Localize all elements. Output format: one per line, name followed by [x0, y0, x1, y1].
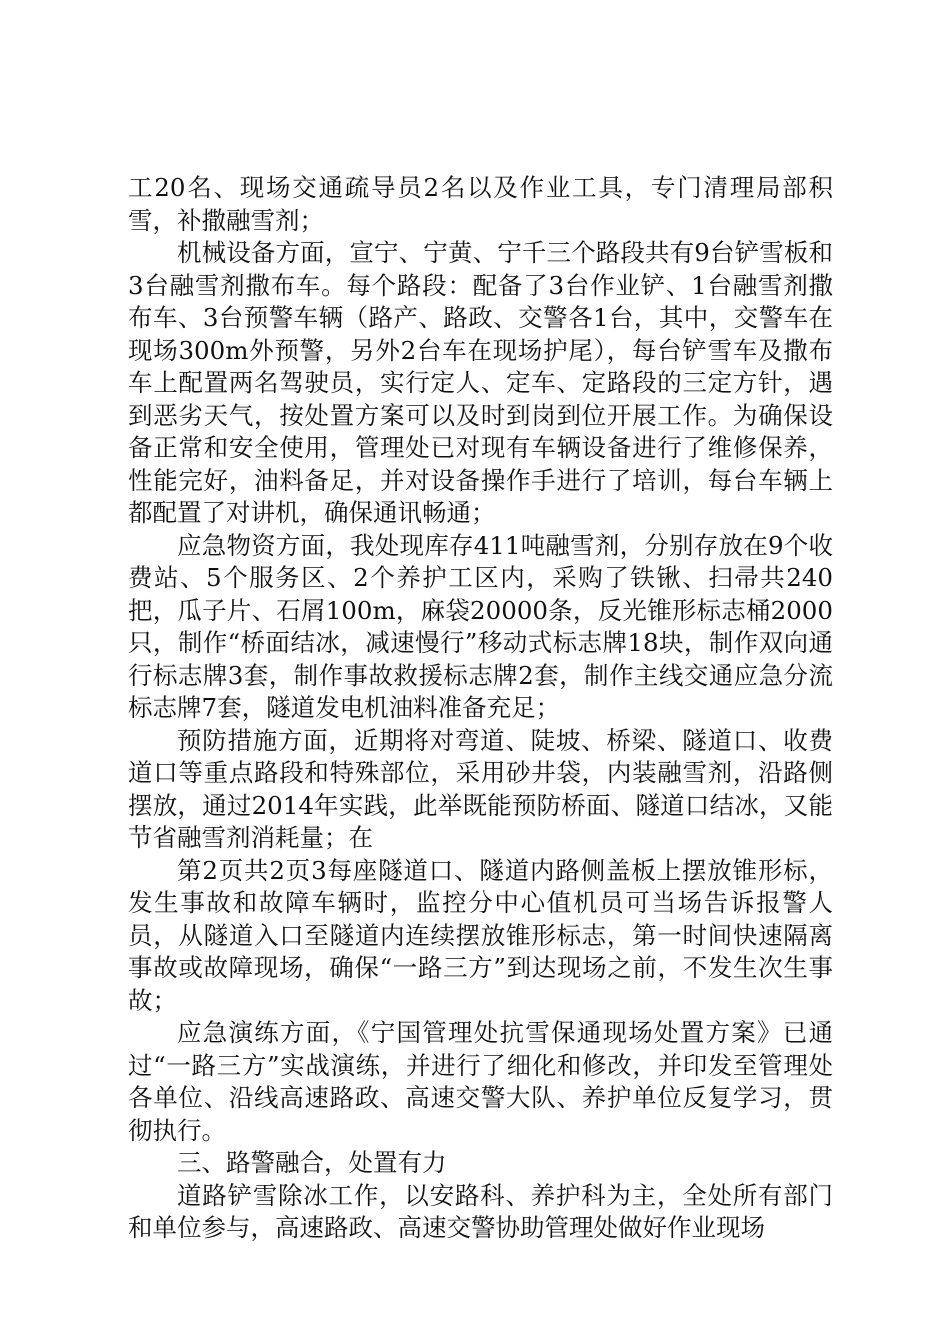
paragraph-prevention: 预防措施方面，近期将对弯道、陡坡、桥梁、隧道口、收费道口等重点路段和特殊部位，采用砂井袋，内装融雪剂，沿路侧摆放，通过2014年实践，此举既能预防桥面、隧道口结冰，又能节省融雪剂消耗量；在 [128, 725, 833, 852]
paragraph-materials: 应急物资方面，我处现库存411吨融雪剂，分别存放在9个收费站、5个服务区、2个养护工区内，采购了铁锹、扫帚共240把，瓜子片、石屑100m，麻袋20000条，反光锥形标志桶2000只，制作“桥面结冰，减速慢行”移动式标志牌18块，制作双向通行标志牌3套，制作事故救援标志牌2套，制作主线交通应急分流标志牌7套，隧道发电机油料准备充足； [128, 530, 833, 722]
paragraph-drill: 应急演练方面，《宁国管理处抗雪保通现场处置方案》已通过“一路三方”实战演练，并进行了细化和修改，并印发至管理处各单位、沿线高速路政、高速交警大队、养护单位反复学习，贯彻执行。 [128, 1018, 833, 1145]
document-body [128, 172, 833, 1245]
paragraph-continuation: 工20名、现场交通疏导员2名以及作业工具，专门清理局部积雪，补撒融雪剂； [128, 173, 833, 235]
paragraph-tunnel: 第2页共2页3每座隧道口、隧道内路侧盖板上摆放锥形标，发生事故和故障车辆时，监控分中心值机员可当场告诉报警人员，从隧道入口至隧道内连续摆放锥形标志，第一时间快速隔离事故或故障现场，确保“一路三方”到达现场之前，不发生次生事故； [128, 855, 833, 1015]
paragraph-equipment: 机械设备方面，宣宁、宁黄、宁千三个路段共有9台铲雪板和3台融雪剂撒布车。每个路段：配备了3台作业铲、1台融雪剂撒布车、3台预警车辆（路产、路政、交警各1台，其中，交警车在现场300m外预警，另外2台车在现场护尾），每台铲雪车及撒布车上配置两名驾驶员，实行定人、定车、定路段的三定方针，遇到恶劣天气，按处置方案可以及时到岗到位开展工作。为确保设备正常和安全使用，管理处已对现有车辆设备进行了维修保养，性能完好，油料备足，并对设备操作手进行了培训，每台车辆上都配置了对讲机，确保通讯畅通； [128, 238, 833, 527]
paragraph-cooperation: 道路铲雪除冰工作，以安路科、养护科为主，全处所有部门和单位参与，高速路政、高速交警协助管理处做好作业现场 [128, 1180, 833, 1242]
section-heading: 三、路警融合，处置有力 [177, 1148, 447, 1177]
